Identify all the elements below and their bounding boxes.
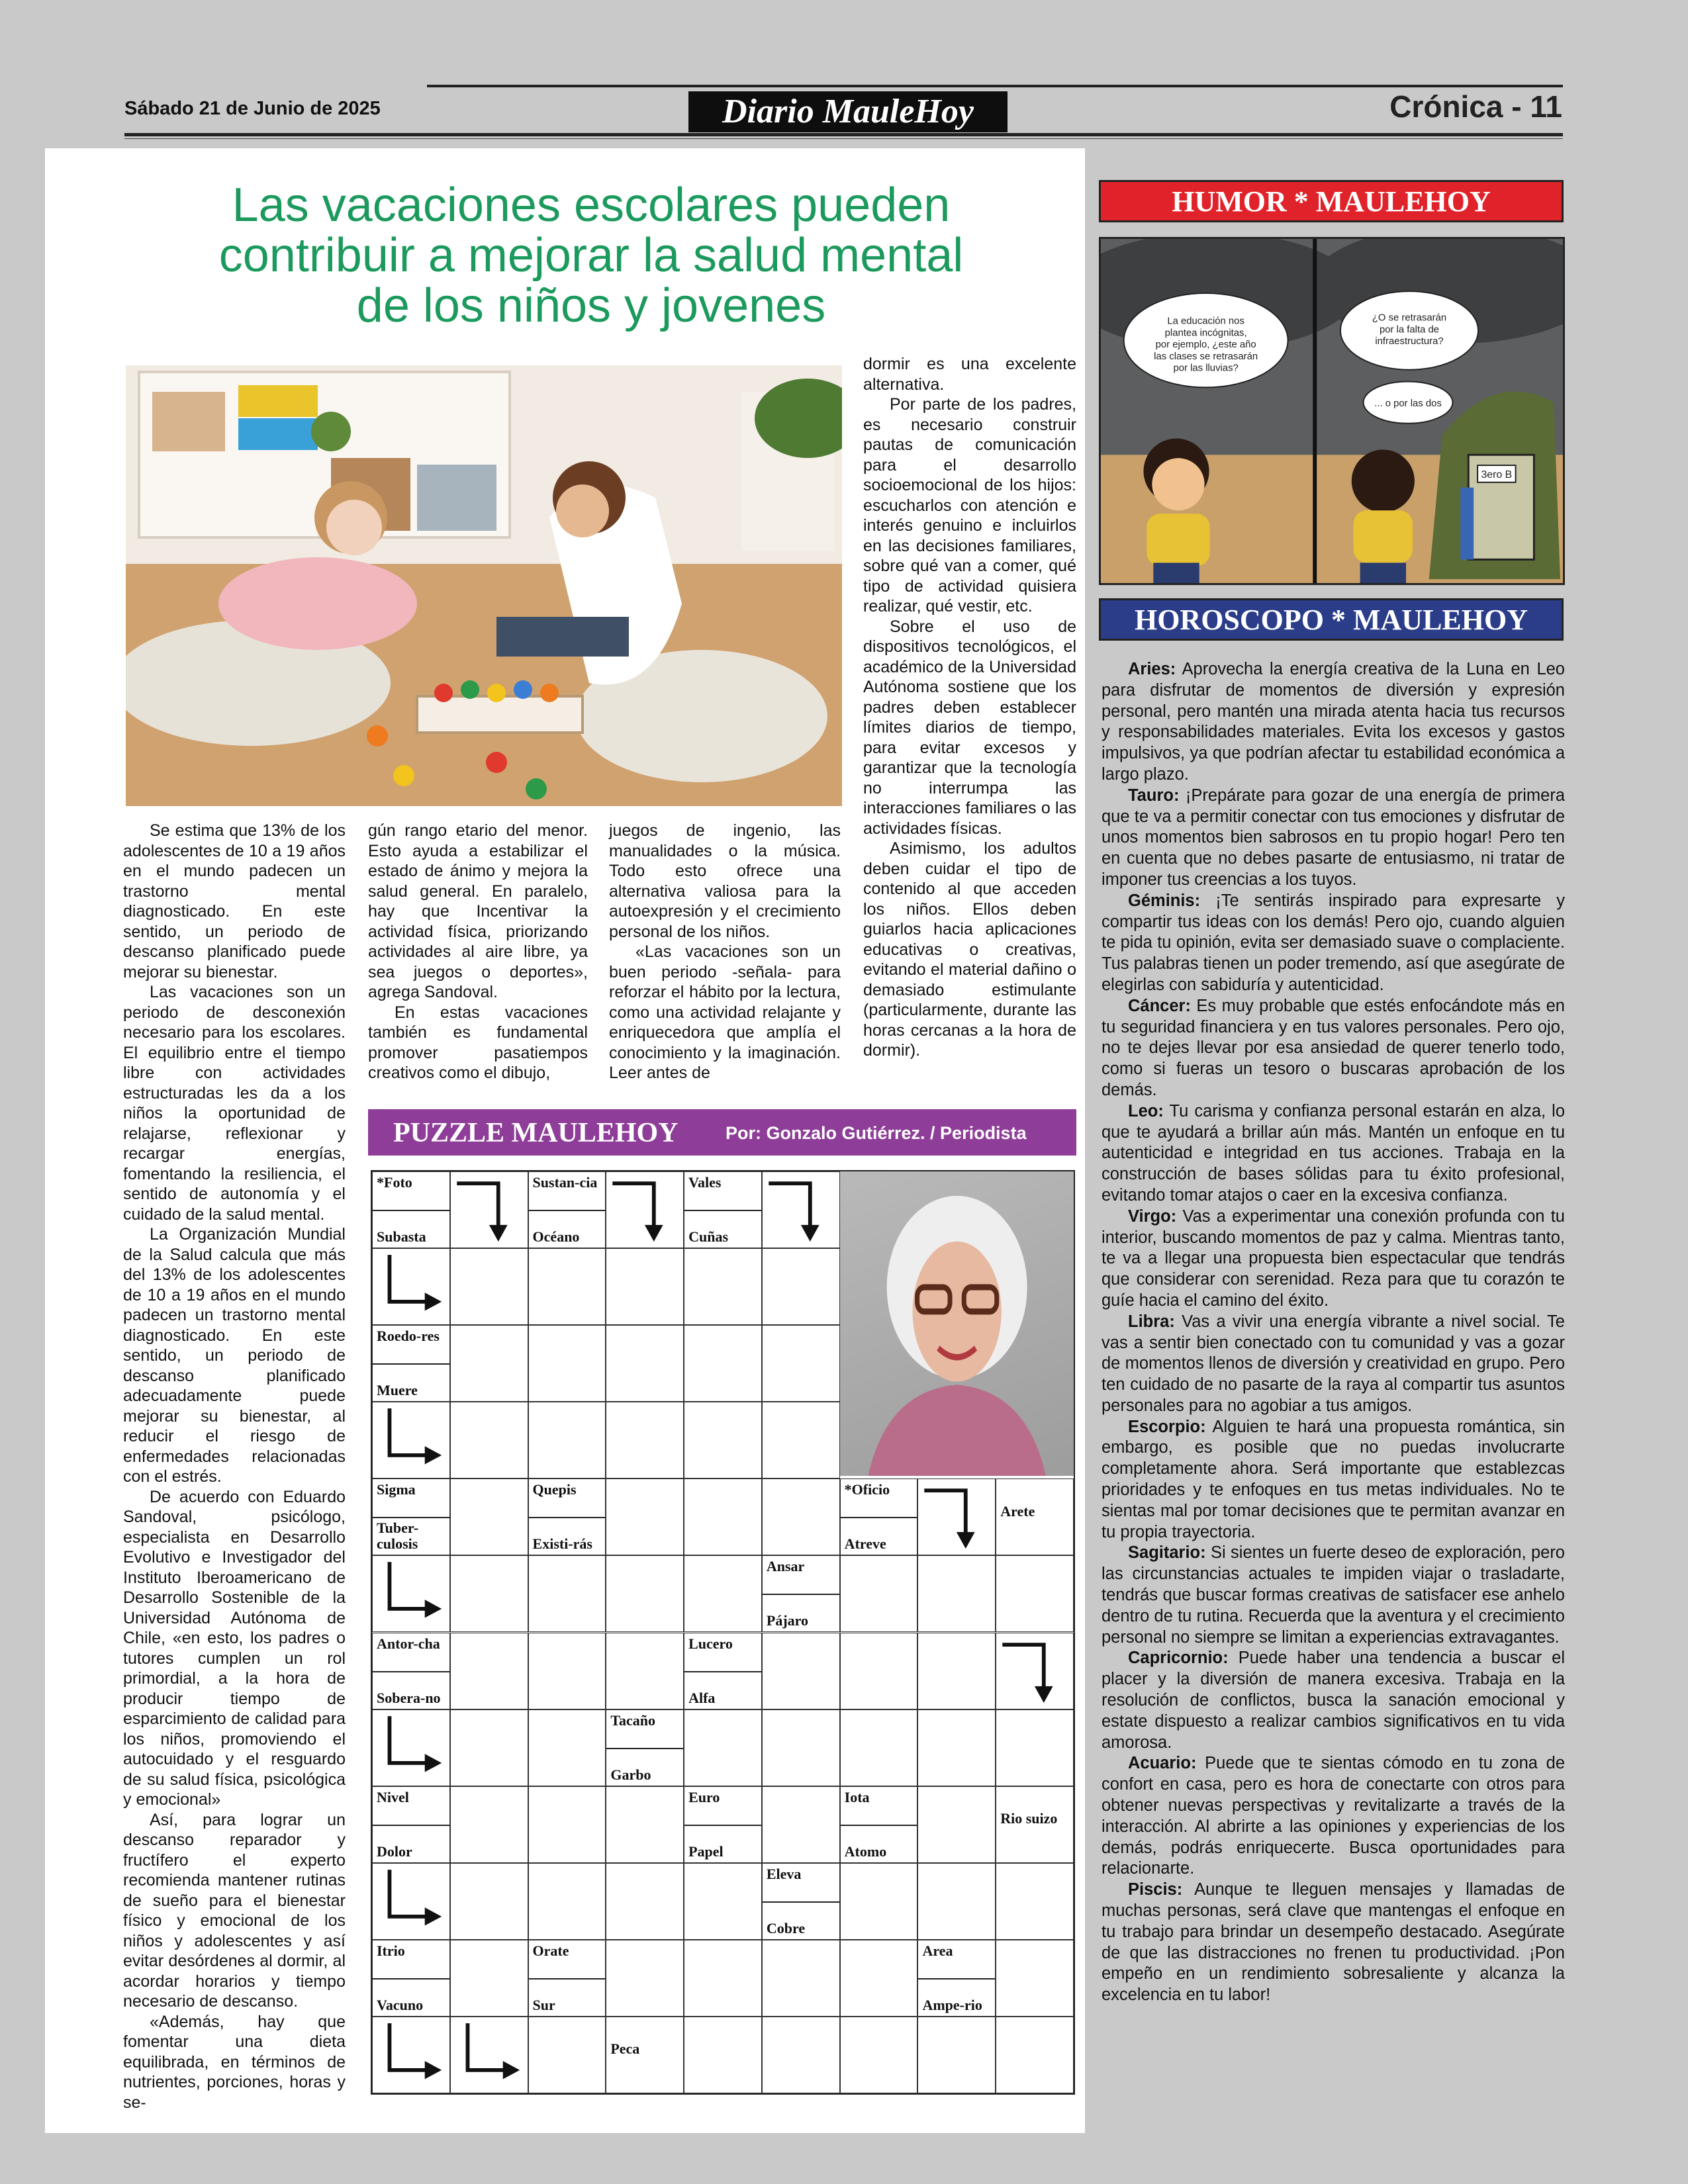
clue-cell xyxy=(996,1786,1074,1863)
clue-cell xyxy=(840,1479,918,1555)
clue-text: Antor-cha xyxy=(377,1635,440,1652)
clue-cell xyxy=(606,1709,684,1786)
clue-text: Sobera-no xyxy=(377,1689,441,1706)
clue-text: Ansar xyxy=(766,1558,805,1575)
answer-cell[interactable] xyxy=(450,1248,528,1325)
article-column-1 xyxy=(123,821,346,2113)
horoscope-entry xyxy=(1102,1753,1565,1880)
clue-cell xyxy=(840,1786,918,1863)
answer-cell[interactable] xyxy=(917,1633,996,1709)
horoscope-text: Aprovecha la energía creativa de la Luna en Leo para disfrutar de momentos de diversión y expresión personal, pero mantén una mirada atenta hacia tus recursos y responsabilidades materiales. Evita los excesos y gastos impulsivos, ya que podrían afectar tu estabilidad económica a largo plazo. xyxy=(1102,660,1565,784)
clue-cell xyxy=(684,1171,762,1248)
clue-text: Tacaño xyxy=(610,1711,655,1729)
answer-cell[interactable] xyxy=(762,1940,840,2017)
horoscope-text: ¡Prepárate para gozar de una energía de primera que te va a permitir conectar con tus emociones y disfrutar de unos momentos bien sabrosos en tu propio hogar! Pero ten en cuenta que no debes pasarte de entusiasmo, ni tratar de imponer tus creencias a los tuyos. xyxy=(1102,786,1565,889)
answer-cell[interactable] xyxy=(450,1709,528,1786)
arrow-down-icon xyxy=(917,1479,996,1555)
clue-divider xyxy=(529,1517,606,1518)
arrow-elbow-right-icon xyxy=(372,1555,450,1632)
comic-strip-illustration xyxy=(1101,239,1563,583)
answer-cell[interactable] xyxy=(450,1555,528,1632)
clue-text: Tuber-culosis xyxy=(377,1520,419,1553)
clue-cell xyxy=(372,1171,450,1248)
puzzle-byline: Por: Gonzalo Gutiérrez. / Periodista xyxy=(726,1123,1027,1143)
horoscope-text: Puede que te sientas cómodo en tu zona de confort en casa, pero es hora de conectarte con otros para obtener nuevas perspectivas y revitalizarte a través de la interacción. Al abrirte a las opiniones y experiencias de los demás, podrás enriquecerte. Busca oportunidades para relacionarte. xyxy=(1102,1754,1566,1878)
children-playing-photo xyxy=(126,365,842,806)
answer-cell[interactable] xyxy=(840,1633,918,1709)
horoscope-entry xyxy=(1102,1543,1565,1648)
horoscope-text: Vas a vivir una energía vibrante a nivel social. Te vas a sentir bien conectado con tu comunidad y vas a gozar de momentos llenos de diversión y creatividad en grupo. Pero ten cuidado de no pasarte de la raya al compartir tus asuntos personales para no agobiar a tus amigos. xyxy=(1102,1312,1565,1415)
answer-cell[interactable] xyxy=(840,2017,918,2093)
clue-text: *Foto xyxy=(377,1174,412,1191)
horoscope-sign: Virgo: xyxy=(1128,1206,1177,1226)
clue-text: Muere xyxy=(377,1382,418,1399)
clue-divider xyxy=(373,1210,449,1211)
arrow-elbow-right-icon xyxy=(372,1709,450,1786)
article-photo xyxy=(126,365,842,806)
answer-cell[interactable] xyxy=(606,1402,684,1479)
answer-cell[interactable] xyxy=(528,1325,606,1402)
clue-text: Rio suizo xyxy=(1000,1810,1058,1827)
answer-cell[interactable] xyxy=(450,1786,528,1863)
article-paragraph: Se estima que 13% de los adolescentes de 10 a 19 años en el mundo padecen un trastorno mental diagnosticado. En este sentido, un periodo de descanso planificado puede mejorar su bienestar. xyxy=(123,821,346,981)
article-paragraph: En estas vacaciones también es fundamental promover pasatiempos creativos como el dibujo, xyxy=(368,1003,588,1082)
clue-divider xyxy=(918,1978,995,1979)
answer-cell[interactable] xyxy=(528,1709,606,1786)
clue-text: Peca xyxy=(610,2040,640,2058)
answer-cell[interactable] xyxy=(762,1479,840,1555)
answer-cell[interactable] xyxy=(606,1633,684,1709)
article-paragraph: dormir es una excelente alternativa. xyxy=(863,355,1076,394)
answer-cell[interactable] xyxy=(684,1940,762,2017)
answer-cell[interactable] xyxy=(528,2017,606,2093)
answer-cell[interactable] xyxy=(528,1786,606,1863)
answer-cell[interactable] xyxy=(528,1248,606,1325)
clue-divider xyxy=(684,1210,761,1211)
horoscope-sign: Sagitario: xyxy=(1128,1543,1206,1563)
horoscope-sign: Tauro: xyxy=(1128,786,1180,805)
clue-text: Garbo xyxy=(610,1766,651,1783)
comic-bubble-text: ¿O se retrasarán por la falta de infraestructura? xyxy=(1372,312,1447,347)
horoscope-sign: Libra: xyxy=(1128,1312,1175,1331)
horoscope-sign: Géminis: xyxy=(1128,891,1201,910)
answer-cell[interactable] xyxy=(684,1402,762,1479)
answer-cell[interactable] xyxy=(684,2017,762,2093)
clue-text: Océano xyxy=(532,1228,580,1246)
clue-cell xyxy=(372,1325,450,1402)
answer-cell[interactable] xyxy=(840,1709,918,1786)
answer-cell[interactable] xyxy=(684,1863,762,1940)
horoscope-text: Tu carisma y confianza personal estarán en alza, lo que te ayudará a brillar aún más. Mantén un enfoque en tu autenticidad e integridad en tus acciones. Trabaja en la construcción de bases sólidas para tu éxito profesional, evitando tomar atajos o caer en la excesiva confianza. xyxy=(1102,1101,1566,1205)
comic-bubble-text: ... o por las dos xyxy=(1374,398,1442,410)
arrow-elbow-right-icon xyxy=(372,2017,450,2093)
arrow-elbow-right-icon xyxy=(372,1248,450,1325)
clue-text: Sur xyxy=(532,1996,555,2013)
horoscope-entry xyxy=(1102,1312,1565,1417)
puzzle-title: PUZZLE MAULEHOY xyxy=(393,1118,679,1148)
article-column-2 xyxy=(368,821,588,1083)
horoscope-entry xyxy=(1102,1101,1565,1206)
answer-cell[interactable] xyxy=(684,1325,762,1402)
clue-text: Papel xyxy=(688,1843,724,1860)
clue-text: Atomo xyxy=(844,1843,887,1860)
answer-cell[interactable] xyxy=(762,1709,840,1786)
header-rule xyxy=(427,85,1563,87)
clue-cell xyxy=(372,1479,450,1555)
clue-text: Sigma xyxy=(377,1481,416,1498)
clue-divider xyxy=(841,1517,917,1518)
arrow-down-icon xyxy=(996,1633,1074,1709)
horoscope-entry xyxy=(1102,1206,1565,1312)
arrow-elbow-right-icon xyxy=(450,2017,528,2093)
clue-text: Cuñas xyxy=(688,1228,729,1246)
issue-date: Sábado 21 de Junio de 2025 xyxy=(124,98,381,119)
answer-cell[interactable] xyxy=(762,1786,840,1863)
clue-divider xyxy=(529,1210,606,1211)
article-paragraph: Las vacaciones son un periodo de desconexión necesario para los escolares. El equilibrio entre el tiempo libre con actividades estructuradas les da a los niños la oportunidad de relajarse, reflexionar y recargar energías, fomentando la resiliencia, el sentido de autonomía y el cuidado de la salud mental. xyxy=(123,983,346,1224)
clue-cell xyxy=(917,1940,996,2017)
answer-cell[interactable] xyxy=(606,1863,684,1940)
clue-text: Dolor xyxy=(377,1843,412,1860)
clue-divider xyxy=(529,1978,606,1979)
clue-cell xyxy=(372,1786,450,1863)
header-rule-thick xyxy=(124,133,1563,136)
clue-cell xyxy=(528,1940,606,2017)
horoscope-sign: Leo: xyxy=(1128,1101,1164,1120)
article-paragraph: Asimismo, los adultos deben cuidar el tipo de contenido al que acceden los niños. Ellos deben guiarlos hacia aplicaciones educativas o creativas, evitando el material dañino o demasiado estimulante (particularmente, durante las horas cercanas a la hora de dormir). xyxy=(863,839,1076,1060)
answer-cell[interactable] xyxy=(996,1863,1074,1940)
clue-divider xyxy=(373,1363,449,1365)
article-column-3 xyxy=(609,821,841,1083)
arrow-down-icon xyxy=(450,1171,528,1248)
answer-cell[interactable] xyxy=(762,1325,840,1402)
arrow-elbow-right-icon xyxy=(372,1402,450,1479)
answer-cell[interactable] xyxy=(528,1633,606,1709)
clue-cell xyxy=(528,1171,606,1248)
clue-text: Eleva xyxy=(766,1865,802,1882)
horoscope-entry xyxy=(1102,1648,1565,1753)
arrow-elbow-right-icon xyxy=(372,1863,450,1940)
clue-text: Sustan-cia xyxy=(532,1174,598,1191)
horoscope-entry xyxy=(1102,996,1565,1101)
horoscope-sign: Escorpio: xyxy=(1128,1417,1206,1436)
horoscope-text: Alguien te hará una propuesta romántica, sin embargo, es posible que no puedas involucrarte completamente ahora. Será importante que establezcas prioridades y te enfoques en tus metas individuales. No te sientas mal por tomar decisiones que te permitan avanzar en tu propia trayectoria. xyxy=(1102,1417,1565,1541)
crossword-grid xyxy=(371,1170,1075,2095)
horoscope-entry xyxy=(1102,659,1565,786)
clue-divider xyxy=(373,1978,449,1979)
clue-text: Atreve xyxy=(844,1535,886,1553)
article-paragraph: La Organización Mundial de la Salud calcula que más del 13% de los adolescentes de 10 a 19 años en el mundo padecen un trastorno mental diagnosticado. En este sentido, un periodo de descanso planificado adecuadamente puede mejorar su bienestar, al reducir el riesgo de enfermedades relacionadas con el estrés. xyxy=(123,1225,346,1486)
horoscope-text: Si sientes un fuerte deseo de exploración, pero las circunstancias actuales te impiden viajar o trasladarte, tendrás que buscar formas creativas de satisfacer ese anhelo dentro de tu rutina. Recuerda que la aventura y el crecimiento personal no siempre se limitan a experiencias extravagantes. xyxy=(1102,1543,1565,1647)
arrow-down-icon xyxy=(606,1171,684,1248)
answer-cell[interactable] xyxy=(996,1555,1074,1632)
clue-cell xyxy=(762,1863,840,1940)
clue-divider xyxy=(684,1825,761,1826)
article-paragraph: Por parte de los padres, es necesario construir pautas de comunicación para el desarrollo socioemocional de los hijos: escucharlos con atención e interés genuino e incluirlos en las decisiones familiares, sobre qué van a comer, qué tipo de actividad quisiera realizar, qué vestir, etc. xyxy=(863,395,1076,615)
headline-line: contribuir a mejorar la salud mental xyxy=(218,229,964,282)
answer-cell[interactable] xyxy=(606,1786,684,1863)
answer-cell[interactable] xyxy=(917,2017,996,2093)
clue-text: Nivel xyxy=(377,1788,409,1805)
article-paragraph: «Además, hay que fomentar una dieta equilibrada, en términos de nutrientes, porciones, horas y se- xyxy=(123,2012,346,2112)
clue-divider xyxy=(373,1517,449,1518)
article-paragraph: juegos de ingenio, las manualidades o la música. Todo esto ofrece una alternativa valiosa para la autoexpresión y el crecimiento personal de los niños. xyxy=(609,821,841,941)
horoscope-text: Es muy probable que estés enfocándote más en tu seguridad financiera y en tus valores personales. Pero ojo, no te dejes llevar por esa ansiedad de querer tenerlo todo, como si fueras un tesoro o buscaras aprobación de los demás. xyxy=(1102,996,1565,1099)
headline-line: Las vacaciones escolares pueden xyxy=(232,179,951,232)
answer-cell[interactable] xyxy=(450,1633,528,1709)
answer-cell[interactable] xyxy=(762,2017,840,2093)
clue-divider xyxy=(841,1825,917,1826)
clue-cell xyxy=(372,1940,450,2017)
answer-cell[interactable] xyxy=(684,1555,762,1632)
answer-cell[interactable] xyxy=(606,1940,684,2017)
answer-cell[interactable] xyxy=(684,1709,762,1786)
clue-divider xyxy=(373,1671,449,1672)
horoscope-entry xyxy=(1102,1417,1565,1543)
answer-cell[interactable] xyxy=(684,1248,762,1325)
section-page: Crónica - 11 xyxy=(1389,89,1562,124)
clue-text: Itrio xyxy=(377,1942,405,1959)
answer-cell[interactable] xyxy=(917,1709,996,1786)
answer-cell[interactable] xyxy=(684,1479,762,1555)
woman-portrait xyxy=(840,1171,1074,1476)
horoscope-list xyxy=(1102,659,1565,2006)
answer-cell[interactable] xyxy=(762,1248,840,1325)
clue-text: Euro xyxy=(688,1788,720,1805)
answer-cell[interactable] xyxy=(917,1786,996,1863)
article-paragraph: Sobre el uso de dispositivos tecnológicos, el académico de la Universidad Autónoma sostiene que los padres deben establecer límites diarios de tiempo, para evitar excesos y garantizar que la tecnología no interrumpa las interacciones familiares o las actividades físicas. xyxy=(863,617,1076,838)
clue-text: Lucero xyxy=(688,1635,733,1652)
answer-cell[interactable] xyxy=(996,1940,1074,2017)
clue-cell xyxy=(372,1633,450,1709)
horoscope-sign: Aries: xyxy=(1128,660,1176,678)
answer-cell[interactable] xyxy=(528,1555,606,1632)
horoscope-sign: Capricornio: xyxy=(1128,1649,1229,1668)
answer-cell[interactable] xyxy=(606,1325,684,1402)
horoscope-text: ¡Te sentirás inspirado para expresarte y compartir tus ideas con los demás! Pero ojo, cuando alguien te pida tu opinión, evita ser demasiado suave o complaciente. Tus palabras tienen un poder tremendo, así que asegúrate de elegirlas con sabiduría y autenticidad. xyxy=(1102,891,1565,994)
horoscope-entry xyxy=(1102,1880,1565,2006)
horoscope-title: HOROSCOPO * MAULEHOY xyxy=(1099,598,1564,641)
clue-text: Existi-rás xyxy=(532,1535,592,1553)
answer-cell[interactable] xyxy=(996,1709,1074,1786)
answer-cell[interactable] xyxy=(762,1402,840,1479)
comic-sign-text: 3ero B xyxy=(1481,469,1513,480)
horoscope-text: Vas a experimentar una conexión profunda con tu interior, buscando momentos de paz y calma. Mientras tanto, te va a llegar una propuesta bien espectacular que tendrás que considerar con serenidad. Reza para que tu corazón te guíe hacia el camino del éxito. xyxy=(1102,1206,1565,1310)
clue-text: Subasta xyxy=(377,1228,426,1246)
answer-cell[interactable] xyxy=(450,1940,528,2017)
clue-cell xyxy=(684,1633,762,1709)
portrait-illustration xyxy=(840,1171,1074,1476)
clue-cell xyxy=(996,1479,1074,1555)
clue-text: Iota xyxy=(844,1788,870,1805)
clue-text: Alfa xyxy=(688,1689,716,1706)
clue-divider xyxy=(606,1748,683,1749)
horoscope-sign: Piscis: xyxy=(1128,1880,1183,1899)
article-headline xyxy=(124,180,1058,331)
puzzle-banner xyxy=(368,1109,1076,1156)
horoscope-text: Puede haber una tendencia a buscar el placer y la diversión de manera excesiva. Trabaja en la resolución de conflictos, busca la sanación emocional y estate dispuesto a realizar cambios significativos en tu vida amorosa. xyxy=(1102,1649,1565,1752)
answer-cell[interactable] xyxy=(450,1863,528,1940)
clue-divider xyxy=(373,1825,449,1826)
clue-text: Vales xyxy=(688,1174,722,1191)
answer-cell[interactable] xyxy=(840,1555,918,1632)
clue-text: Pájaro xyxy=(766,1612,809,1629)
clue-text: Quepis xyxy=(532,1481,577,1498)
answer-cell[interactable] xyxy=(996,2017,1074,2093)
horoscope-sign: Acuario: xyxy=(1128,1754,1197,1773)
masthead: Diario MauleHoy xyxy=(688,91,1008,132)
clue-cell xyxy=(606,2017,684,2093)
answer-cell[interactable] xyxy=(840,1940,918,2017)
answer-cell[interactable] xyxy=(840,1863,918,1940)
answer-cell[interactable] xyxy=(450,1402,528,1479)
arrow-down-icon xyxy=(762,1171,840,1248)
clue-divider xyxy=(763,1901,839,1903)
horoscope-text: Aunque te lleguen mensajes y llamadas de muchas personas, será clave que mantengas el enfoque en tu trabajo para brindar un desempeño destacado. Asegúrate de que las distracciones no frenen tu productividad. ¡Pon empeño en un rendimiento sobresaliente y alcanza la excelencia en tu labor! xyxy=(1102,1880,1565,2005)
clue-text: Arete xyxy=(1000,1502,1035,1520)
article-paragraph: gún rango etario del menor. Esto ayuda a estabilizar el estado de ánimo y mejora la salud general. En paralelo, hay que Incentivar la actividad física, priorizando actividades al aire libre, ya sea juegos o deportes», agrega Sandoval. xyxy=(368,821,588,1001)
clue-text: Roedo-res xyxy=(377,1328,440,1345)
humor-comic xyxy=(1099,237,1565,585)
humor-title: HUMOR * MAULEHOY xyxy=(1099,180,1564,222)
comic-bubble-text: La educación nos plantea incógnitas, por ejemplo, ¿este año las clases se retrasarán por las lluvias? xyxy=(1154,316,1258,374)
answer-cell[interactable] xyxy=(606,1479,684,1555)
article-paragraph: Así, para lograr un descanso reparador y fructífero el experto recomienda mantener rutinas de sueño para el bienestar físico y emocional de los niños y adolescentes y así evitar desórdenes al dormir, al acordar horarios y tiempo necesario de descanso. xyxy=(123,1810,346,2011)
header-rule-thin xyxy=(124,138,1563,139)
horoscope-sign: Cáncer: xyxy=(1128,996,1191,1015)
answer-cell[interactable] xyxy=(606,1248,684,1325)
clue-text: Ampe-rio xyxy=(922,1996,982,2013)
answer-cell[interactable] xyxy=(450,1325,528,1402)
answer-cell[interactable] xyxy=(528,1863,606,1940)
answer-cell[interactable] xyxy=(762,1633,840,1709)
answer-cell[interactable] xyxy=(606,1555,684,1632)
article-column-4 xyxy=(863,354,1076,1061)
answer-cell[interactable] xyxy=(528,1402,606,1479)
clue-text: Cobre xyxy=(766,1919,806,1936)
clue-divider xyxy=(684,1671,761,1672)
article-paragraph: «Las vacaciones son un buen periodo -señala- para reforzar el hábito por la lectura, como una actividad relajante y enriquecedora que amplía el conocimiento y la imaginación. Leer antes de xyxy=(609,942,841,1082)
horoscope-entry xyxy=(1102,891,1565,996)
clue-cell xyxy=(762,1555,840,1632)
clue-text: Vacuno xyxy=(377,1996,424,2013)
clue-divider xyxy=(763,1594,839,1595)
horoscope-entry xyxy=(1102,786,1565,891)
clue-cell xyxy=(684,1786,762,1863)
clue-text: Area xyxy=(922,1942,953,1959)
clue-text: *Oficio xyxy=(844,1481,890,1498)
article-paragraph: De acuerdo con Eduardo Sandoval, psicólogo, especialista en Desarrollo Evolutivo e Investigador del Instituto Iberoamericano de Desarrollo Sostenible de la Universidad Autónoma de Chile, «en esto, los padres o tutores cumplen un rol primordial, a la hora de producir tiempo de esparcimiento de calidad para los niños, promoviendo el autocuidado y el resguardo de su salud física, psicológica y emocional» xyxy=(123,1487,346,1809)
clue-cell xyxy=(528,1479,606,1555)
clue-text: Orate xyxy=(532,1942,569,1959)
headline-line: de los niños y jovenes xyxy=(356,279,826,332)
answer-cell[interactable] xyxy=(450,1479,528,1555)
answer-cell[interactable] xyxy=(917,1555,996,1632)
answer-cell[interactable] xyxy=(917,1863,996,1940)
